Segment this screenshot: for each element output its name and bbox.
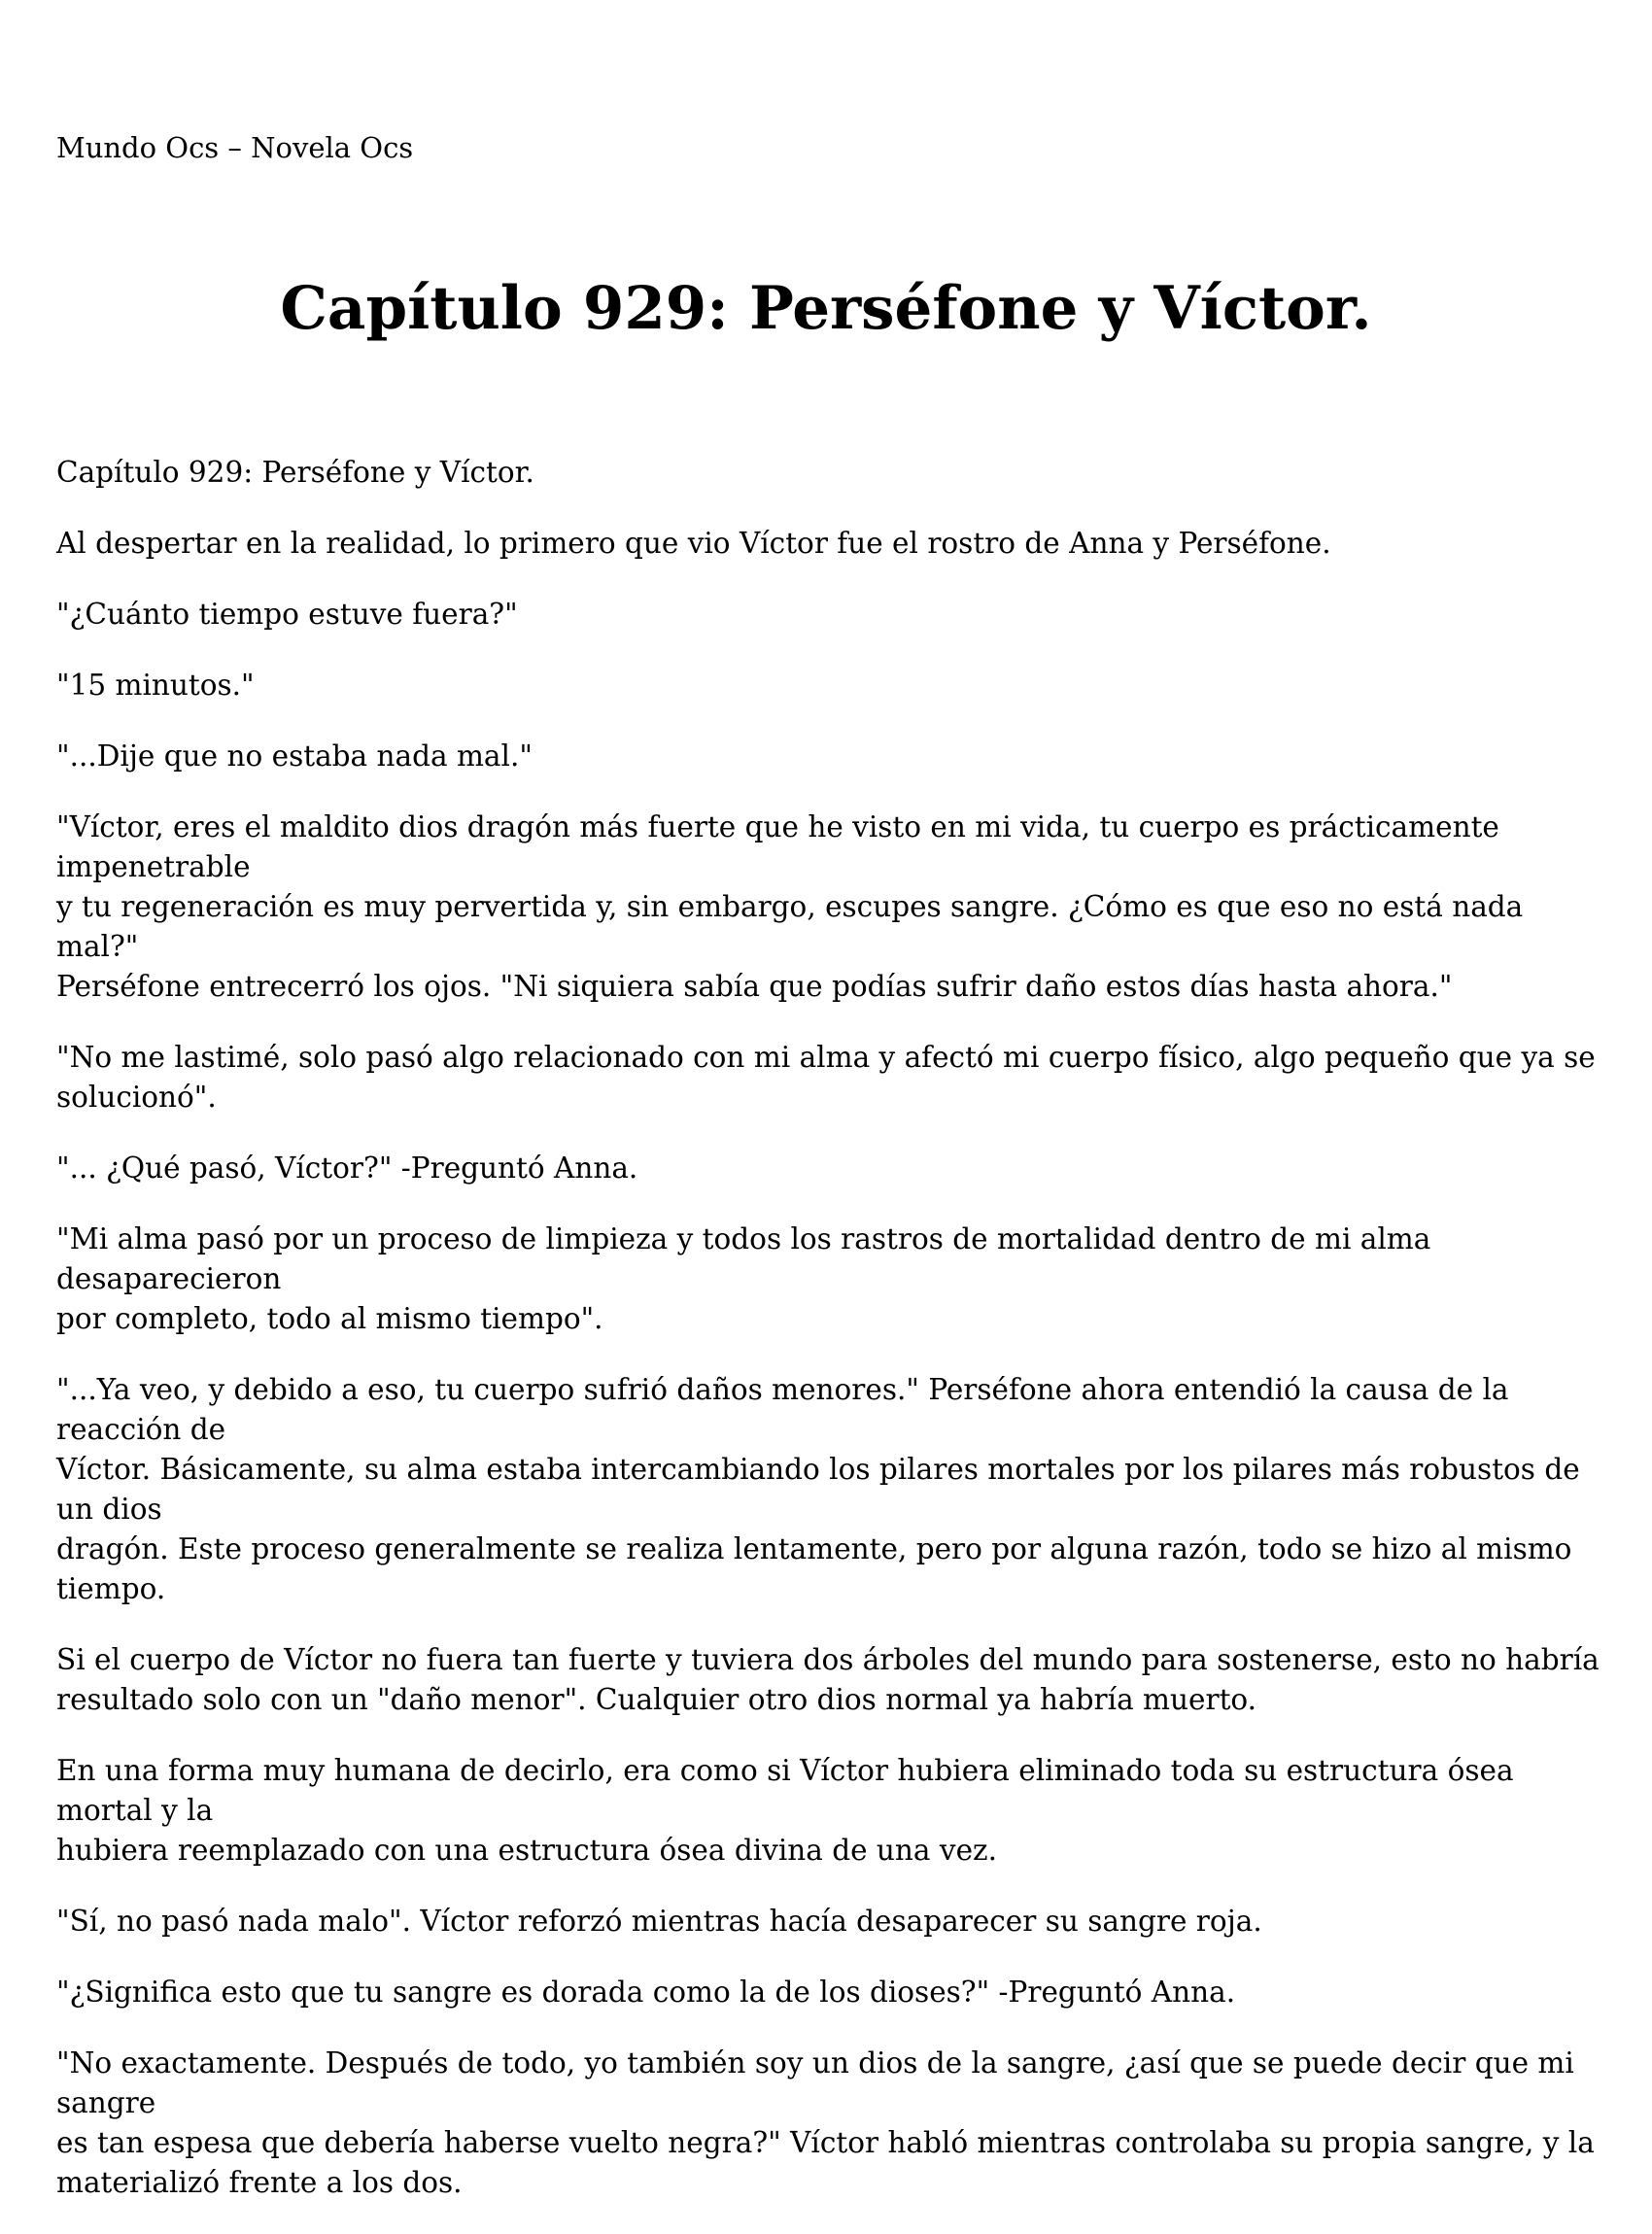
paragraph: "...Dije que no estaba nada mal.": [56, 739, 533, 773]
chapter-body: [56, 453, 1611, 2234]
paragraph: "Mi alma pasó por un proceso de limpieza y todos los rastros de mortalidad dentro de mi alma desaparecieron por completo, todo al mismo tiempo".: [56, 1222, 1431, 1335]
running-header: Mundo Ocs – Novela Ocs: [56, 131, 414, 164]
paragraph: "...Ya veo, y debido a eso, tu cuerpo sufrió daños menores." Perséfone ahora entendió la causa de la reacción de Víctor. Básicamente, su alma estaba intercambiando los pilares mortales por los pilares más robustos de un dios dragón. Este proceso generalmente se realiza lentamente, pero por alguna razón, todo se hizo al mismo tiempo.: [56, 1373, 1580, 1605]
paragraph: "¿Cuánto tiempo estuve fuera?": [56, 598, 518, 631]
paragraph: En una forma muy humana de decirlo, era como si Víctor hubiera eliminado toda su estructura ósea mortal y la hubiera reemplazado con una estructura ósea divina de una vez.: [56, 1754, 1514, 1867]
paragraph: "Sí, no pasó nada malo". Víctor reforzó mientras hacía desaparecer su sangre roja.: [56, 1905, 1262, 1938]
paragraph: Si el cuerpo de Víctor no fuera tan fuerte y tuviera dos árboles del mundo para sostenerse, esto no habría resultado solo con un "daño menor". Cualquier otro dios normal ya habría muerto.: [56, 1643, 1600, 1716]
paragraph: "Víctor, eres el maldito dios dragón más fuerte que he visto en mi vida, tu cuerpo es prácticamente impenetrable y tu regeneración es muy pervertida y, sin embargo, escupes sangre. ¿Cómo es que eso no está nada mal?" Perséfone entrecerró los ojos. "Ni siquiera sabía que podías sufrir daño estos días hasta ahora.": [56, 810, 1524, 1003]
paragraph: "¿Significa esto que tu sangre es dorada como la de los dioses?" -Preguntó Anna.: [56, 1976, 1236, 2009]
paragraph: "No exactamente. Después de todo, yo también soy un dios de la sangre, ¿así que se puede decir que mi sangre es tan espesa que debería haberse vuelto negra?" Víctor habló mientras controlaba su propia sangre, y la materializó frente a los dos.: [56, 2046, 1595, 2199]
paragraph: "... ¿Qué pasó, Víctor?" -Preguntó Anna.: [56, 1151, 638, 1185]
paragraph: "15 minutos.": [56, 669, 255, 702]
paragraph-chapter-heading: Capítulo 929: Perséfone y Víctor.: [56, 456, 534, 489]
chapter-title: Capítulo 929: Perséfone y Víctor.: [280, 274, 1372, 343]
paragraph: "No me lastimé, solo pasó algo relacionado con mi alma y afectó mi cuerpo físico, algo pequeño que ya se solucionó".: [56, 1041, 1596, 1114]
paragraph: Al despertar en la realidad, lo primero que vio Víctor fue el rostro de Anna y Perséfone.: [56, 527, 1331, 560]
